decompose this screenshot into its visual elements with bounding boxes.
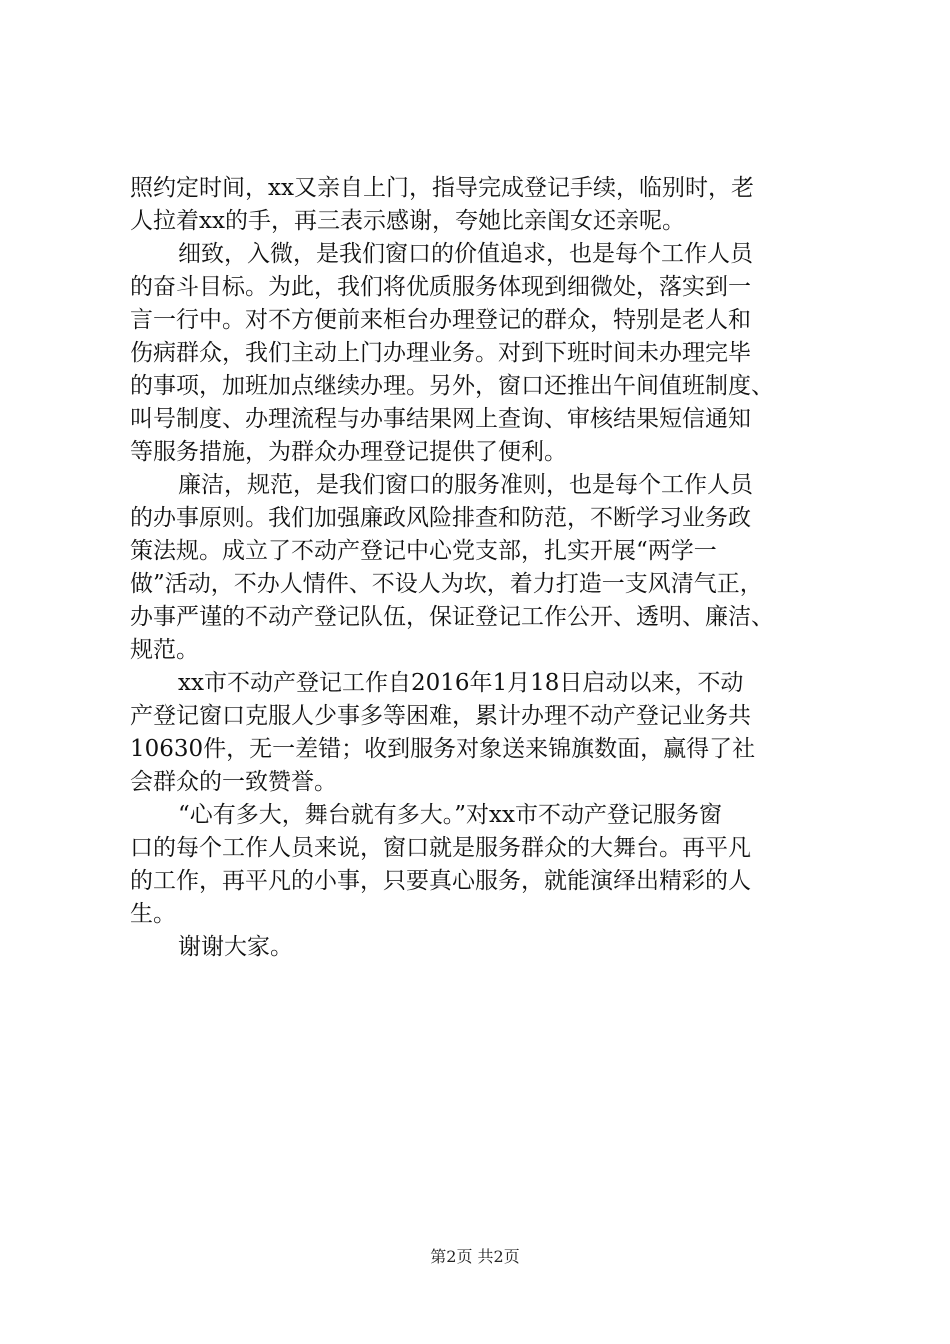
text-line: 的奋斗目标。为此，我们将优质服务体现到细微处，落实到一	[130, 274, 751, 300]
text-line: 言一行中。对不方便前来柜台办理登记的群众，特别是老人和	[130, 307, 751, 333]
text-line: 的工作，再平凡的小事，只要真心服务，就能演绎出精彩的人	[130, 868, 751, 894]
paragraph-start-line: 廉洁，规范，是我们窗口的服务准则，也是每个工作人员	[178, 472, 753, 498]
text-line: 策法规。成立了不动产登记中心党支部，扎实开展“两学一	[130, 538, 717, 564]
text-line: 的办事原则。我们加强廉政风险排查和防范，不断学习业务政	[130, 505, 751, 531]
text-line: 规范。	[130, 637, 199, 663]
closing-line: 谢谢大家。	[178, 934, 293, 960]
paragraph-start-line: 细致，入微，是我们窗口的价值追求，也是每个工作人员	[178, 241, 753, 267]
text-line: 伤病群众，我们主动上门办理业务。对到下班时间未办理完毕	[130, 340, 751, 366]
page-number-footer: 第2页 共2页	[430, 1247, 520, 1266]
text-line: 口的每个工作人员来说，窗口就是服务群众的大舞台。再平凡	[130, 835, 751, 861]
text-line: 人拉着xx的手，再三表示感谢，夸她比亲闺女还亲呢。	[130, 208, 685, 234]
text-line: 的事项，加班加点继续办理。另外，窗口还推出午间值班制度、	[130, 373, 774, 399]
text-line: 叫号制度、办理流程与办事结果网上查询、审核结果短信通知	[130, 406, 751, 432]
text-line: 等服务措施，为群众办理登记提供了便利。	[130, 439, 567, 465]
text-line: 会群众的一致赞誉。	[130, 769, 337, 795]
text-line: 10630件，无一差错；收到服务对象送来锦旗数面，赢得了社	[130, 736, 756, 762]
text-line: 做”活动，不办人情件、不设人为坎，着力打造一支风清气正，	[130, 571, 763, 597]
document-body	[130, 172, 826, 964]
text-line: 照约定时间，xx又亲自上门，指导完成登记手续，临别时，老	[130, 175, 754, 201]
text-line: 生。	[130, 901, 176, 927]
paragraph-start-line: xx市不动产登记工作自2016年1月18日启动以来，不动	[178, 670, 744, 696]
paragraph-start-line: “心有多大，舞台就有多大。”对xx市不动产登记服务窗	[178, 802, 722, 828]
text-line: 办事严谨的不动产登记队伍，保证登记工作公开、透明、廉洁、	[130, 604, 774, 630]
text-line: 产登记窗口克服人少事多等困难，累计办理不动产登记业务共	[130, 703, 751, 729]
